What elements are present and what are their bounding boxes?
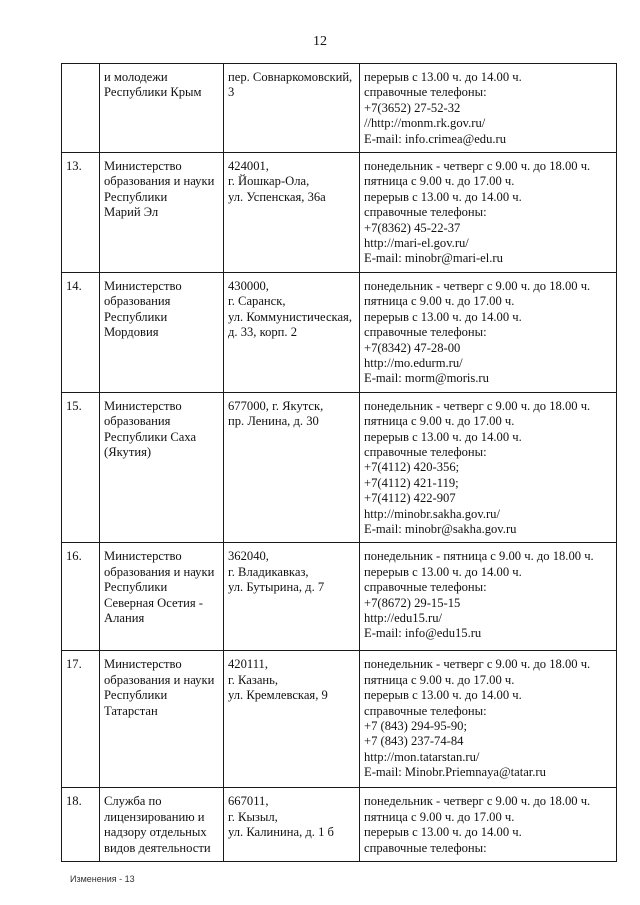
organization-name: Министерство образования и науки Республики Северная Осетия - Алания — [100, 543, 224, 651]
organization-contacts: понедельник - пятница с 9.00 ч. до 18.00 ч. перерыв с 13.00 ч. до 14.00 ч. справочные телефоны: +7(8672) 29-15-15 http://edu15.ru/ E-mail: info@edu15.ru — [360, 543, 617, 651]
table-row — [62, 272, 617, 392]
table-row — [62, 651, 617, 788]
organization-address: 424001, г. Йошкар-Ола, ул. Успенская, 36а — [224, 153, 360, 273]
organization-name: и молодежи Республики Крым — [100, 64, 224, 153]
organization-contacts: понедельник - четверг с 9.00 ч. до 18.00 ч. пятница с 9.00 ч. до 17.00 ч. перерыв с 13.00 ч. до 14.00 ч. справочные телефоны: +7(8342) 47-28-00 http://mo.edurm.ru/ E-mail: morm@moris.ru — [360, 272, 617, 392]
table-row — [62, 392, 617, 543]
row-number: 17. — [62, 651, 100, 788]
row-number: 15. — [62, 392, 100, 543]
organization-address: 430000, г. Саранск, ул. Коммунистическая, д. 33, корп. 2 — [224, 272, 360, 392]
table-row — [62, 153, 617, 273]
organization-address: 362040, г. Владикавказ, ул. Бутырина, д. 7 — [224, 543, 360, 651]
organization-contacts: перерыв с 13.00 ч. до 14.00 ч. справочные телефоны: +7(3652) 27-52-32 //http://monm.rk.gov.ru/ E-mail: info.crimea@edu.ru — [360, 64, 617, 153]
organization-name: Министерство образования Республики Саха (Якутия) — [100, 392, 224, 543]
footer-note: Изменения - 13 — [70, 874, 135, 884]
row-number — [62, 64, 100, 153]
organization-address: 667011, г. Кызыл, ул. Калинина, д. 1 б — [224, 788, 360, 862]
organization-address: пер. Совнаркомовский, 3 — [224, 64, 360, 153]
row-number: 13. — [62, 153, 100, 273]
organization-name: Министерство образования и науки Республики Татарстан — [100, 651, 224, 788]
row-number: 14. — [62, 272, 100, 392]
organization-address: 420111, г. Казань, ул. Кремлевская, 9 — [224, 651, 360, 788]
organization-name: Министерство образования и науки Республики Марий Эл — [100, 153, 224, 273]
organization-name: Служба по лицензированию и надзору отдельных видов деятельности — [100, 788, 224, 862]
organization-address: 677000, г. Якутск, пр. Ленина, д. 30 — [224, 392, 360, 543]
organization-name: Министерство образования Республики Мордовия — [100, 272, 224, 392]
organization-contacts: понедельник - четверг с 9.00 ч. до 18.00 ч. пятница с 9.00 ч. до 17.00 ч. перерыв с 13.00 ч. до 14.00 ч. справочные телефоны: +7 (843) 294-95-90; +7 (843) 237-74-84 http://mon.tatarstan.ru/ E-mail: Minobr.Priemnaya@tatar.ru — [360, 651, 617, 788]
table-row — [62, 543, 617, 651]
table-row — [62, 64, 617, 153]
page-number: 12 — [313, 34, 327, 49]
organization-contacts: понедельник - четверг с 9.00 ч. до 18.00 ч. пятница с 9.00 ч. до 17.00 ч. перерыв с 13.00 ч. до 14.00 ч. справочные телефоны: +7(4112) 420-356; +7(4112) 421-119; +7(4112) 422-907 http://minobr.sakha.gov.ru/ E-mail: minobr@sakha.gov.ru — [360, 392, 617, 543]
registry-table — [61, 63, 617, 862]
organization-contacts: понедельник - четверг с 9.00 ч. до 18.00 ч. пятница с 9.00 ч. до 17.00 ч. перерыв с 13.00 ч. до 14.00 ч. справочные телефоны: — [360, 788, 617, 862]
row-number: 16. — [62, 543, 100, 651]
row-number: 18. — [62, 788, 100, 862]
organization-contacts: понедельник - четверг с 9.00 ч. до 18.00 ч. пятница с 9.00 ч. до 17.00 ч. перерыв с 13.00 ч. до 14.00 ч. справочные телефоны: +7(8362) 45-22-37 http://mari-el.gov.ru/ E-mail: minobr@mari-el.ru — [360, 153, 617, 273]
table-row — [62, 788, 617, 862]
